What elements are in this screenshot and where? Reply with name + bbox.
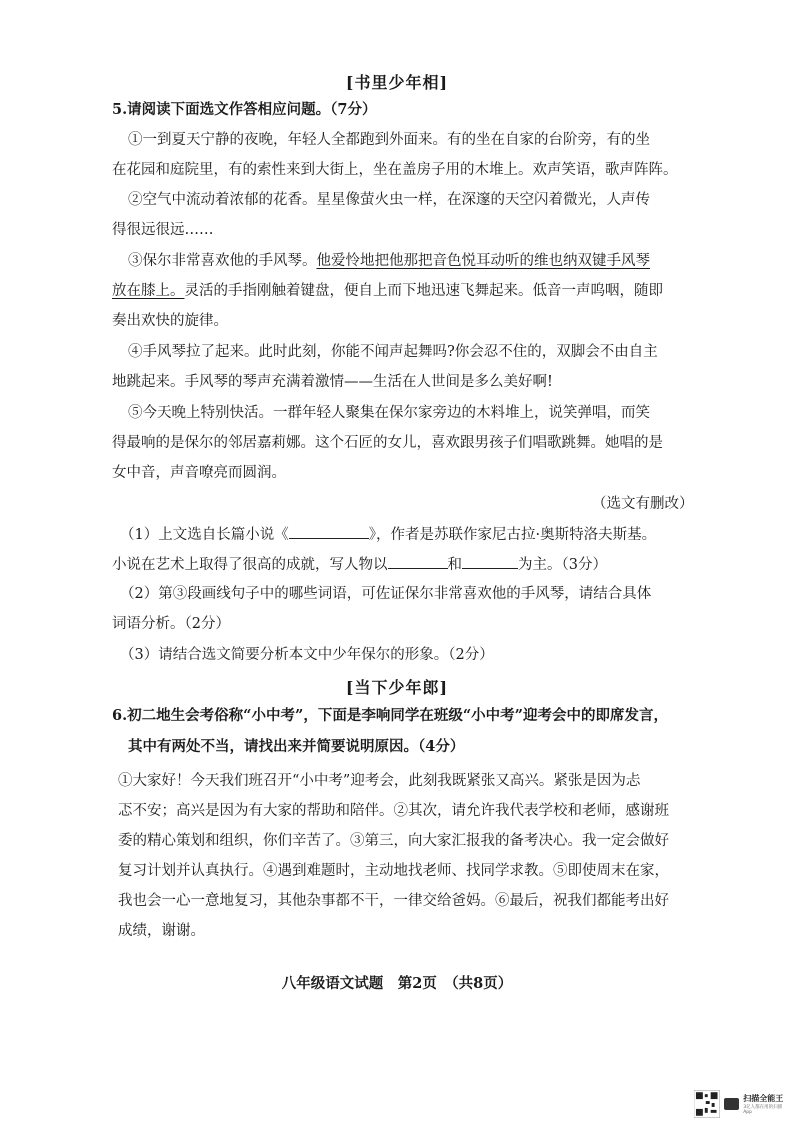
- qr-code-icon: [694, 1090, 720, 1118]
- paragraph-5-line-2: 得最响的是保尔的邻居嘉莉娜。这个石匠的女儿，喜欢跟男孩子们唱歌跳舞。她唱的是: [112, 435, 663, 451]
- speech-line-1: ①大家好！今天我们班召开“小中考”迎考会，此刻我既紧张又高兴。紧张是因为忐: [118, 773, 641, 789]
- scanner-badge: [694, 1087, 790, 1121]
- question-5-2-line-2: 词语分析。（2分）: [112, 616, 230, 632]
- paragraph-3-continuation: 灵活的手指刚触着键盘，便自上而下地迅速飞舞起来。低音一声呜咽，随即: [184, 283, 663, 299]
- scanner-logo-icon: [724, 1098, 740, 1110]
- speech-line-6: 成绩，谢谢。: [118, 923, 205, 939]
- question-6-prompt-line-1: 6.初二地生会考俗称“小中考”，下面是李响同学在班级“小中考”迎考会中的即席发言，: [112, 707, 668, 724]
- paragraph-5-line-1: ⑤今天晚上特别快活。一群年轻人聚集在保尔家旁边的木料堆上，说笑弹唱，而笑: [128, 405, 650, 421]
- paragraph-5-line-3: 女中音，声音嘹亮而圆润。: [112, 465, 286, 481]
- paragraph-3-underlined-end: 放在膝上。: [112, 283, 185, 299]
- speech-line-4: 复习计划并认真执行。④遇到难题时，主动地找老师、找同学求教。⑤即使周末在家，: [118, 863, 669, 879]
- paragraph-2-line-2: 得很远很远……: [112, 222, 214, 238]
- paragraph-3-line-3: 奏出欢快的旋律。: [112, 313, 228, 329]
- question-5-1-line-1: [120, 524, 656, 545]
- q1-text-e: 为主。（3分）: [518, 557, 607, 573]
- answer-blank-1[interactable]: [388, 554, 448, 569]
- section-title-books: [书里少年相]: [345, 73, 449, 92]
- novel-title-blank[interactable]: [289, 524, 369, 539]
- paragraph-4-line-1: ④手风琴拉了起来。此时此刻，你能不闻声起舞吗?你会忍不住的，双脚会不由自主: [128, 344, 658, 360]
- paragraph-4-line-2: 地跳起来。手风琴的琴声充满着激情——生活在人世间是多么美好啊!: [112, 374, 553, 390]
- q1-text-c: 小说在艺术上取得了很高的成就，写人物以: [112, 557, 388, 573]
- question-5-2-line-1: （2）第③段画线句子中的哪些词语，可佐证保尔非常喜欢他的手风琴，请结合具体: [120, 586, 652, 602]
- paragraph-1-line-2: 在花园和庭院里，有的索性来到大街上，坐在盖房子用的木堆上。欢声笑语，歌声阵阵。: [112, 162, 678, 178]
- speech-line-2: 忑不安；高兴是因为有大家的帮助和陪伴。②其次，请允许我代表学校和老师，感谢班: [118, 803, 669, 819]
- page-footer: 八年级语文试题 第2页 （共8页）: [281, 975, 513, 992]
- question-6-prompt-line-2: 其中有两处不当，请找出来并简要说明原因。（4分）: [128, 738, 465, 755]
- question-5-1-line-2: [112, 554, 607, 575]
- speech-line-3: 委的精心策划和组织，你们辛苦了。③第三，向大家汇报我的备考决心。我一定会做好: [118, 833, 669, 849]
- section-title-today: [当下少年郎]: [345, 678, 449, 697]
- answer-blank-2[interactable]: [462, 554, 518, 569]
- q1-text-b: 》，作者是苏联作家尼古拉·奥斯特洛夫斯基。: [368, 527, 657, 543]
- paragraph-2-line-1: ②空气中流动着浓郁的花香。星星像萤火虫一样，在深邃的天空闪着微光，人声传: [128, 192, 650, 208]
- paragraph-3-plain-text: ③保尔非常喜欢他的手风琴。: [128, 253, 317, 269]
- paragraph-1-line-1: ①一到夏天宁静的夜晚，年轻人全都跑到外面来。有的坐在自家的台阶旁，有的坐: [128, 132, 650, 148]
- paragraph-3-line-1: [128, 251, 650, 271]
- question-5-prompt: 5.请阅读下面选文作答相应问题。（7分）: [112, 101, 377, 118]
- question-5-3: （3）请结合选文简要分析本文中少年保尔的形象。（2分）: [120, 647, 494, 663]
- scanner-app-name: 扫描全能王: [743, 1094, 784, 1103]
- scanner-app-tagline: 3亿人都在用的扫描App: [743, 1105, 783, 1115]
- q1-text-d: 和: [447, 557, 462, 573]
- q1-text-a: （1）上文选自长篇小说《: [120, 527, 289, 543]
- paragraph-3-line-2: [112, 281, 663, 301]
- paragraph-3-underlined-sentence: 他爱怜地把他那把音色悦耳动听的维也纳双键手风琴: [316, 253, 650, 269]
- excerpt-note: （选文有删改）: [592, 496, 694, 512]
- speech-line-5: 我也会一心一意地复习，其他杂事都不干，一律交给爸妈。⑥最后，祝我们都能考出好: [118, 893, 669, 909]
